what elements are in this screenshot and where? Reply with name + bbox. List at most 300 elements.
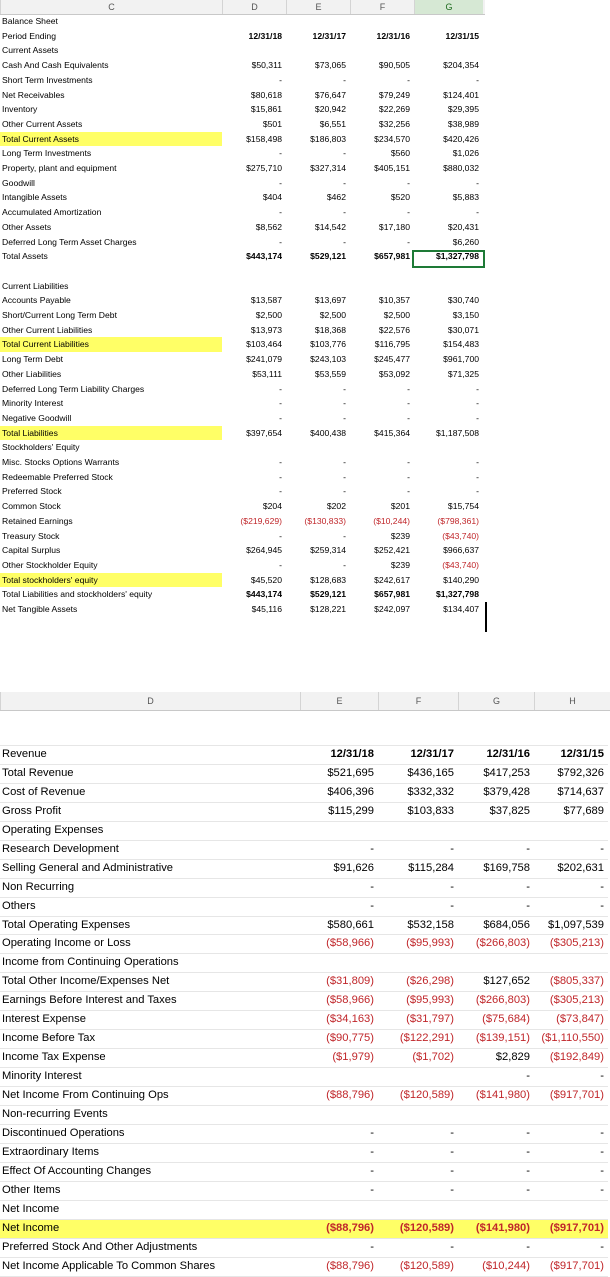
value-cell[interactable]: $6,260 <box>452 236 479 247</box>
value-cell[interactable]: - <box>279 207 282 218</box>
row-label[interactable]: Income from Continuing Operations <box>0 954 300 973</box>
value-cell[interactable]: ($75,684) <box>458 1011 534 1030</box>
row-label[interactable]: Operating Income or Loss <box>0 935 300 954</box>
value-cell[interactable]: ($141,980) <box>458 1219 534 1238</box>
value-cell[interactable]: $53,111 <box>252 368 282 379</box>
value-cell[interactable]: ($10,244) <box>458 1257 534 1276</box>
value-cell[interactable]: $53,092 <box>378 368 410 379</box>
value-cell[interactable]: - <box>534 840 608 859</box>
value-cell[interactable]: - <box>476 412 479 423</box>
value-cell[interactable]: - <box>534 1125 608 1144</box>
value-cell[interactable]: $15,861 <box>250 104 282 115</box>
value-cell[interactable] <box>350 440 414 455</box>
value-cell[interactable]: $22,269 <box>378 104 410 115</box>
value-cell[interactable]: $17,180 <box>378 221 410 232</box>
value-cell[interactable]: $961,700 <box>443 354 479 365</box>
value-cell[interactable]: - <box>458 1181 534 1200</box>
column-header-f[interactable]: F <box>350 0 414 14</box>
value-cell[interactable]: ($31,809) <box>300 973 378 992</box>
value-cell[interactable]: $5,883 <box>452 192 479 203</box>
value-cell[interactable]: ($88,796) <box>300 1219 378 1238</box>
value-cell[interactable]: $91,626 <box>300 859 378 878</box>
value-cell[interactable] <box>286 264 350 279</box>
value-cell[interactable]: $20,431 <box>447 221 479 232</box>
value-cell[interactable]: - <box>300 897 378 916</box>
value-cell[interactable]: - <box>378 1238 458 1257</box>
value-cell[interactable]: ($58,966) <box>300 935 378 954</box>
column-header-g[interactable]: G <box>414 0 483 14</box>
value-cell[interactable]: $275,710 <box>246 163 282 174</box>
value-cell[interactable] <box>350 43 414 58</box>
value-cell[interactable]: $259,314 <box>310 545 346 556</box>
value-cell[interactable]: $32,256 <box>378 118 410 129</box>
value-cell[interactable]: ($58,966) <box>300 992 378 1011</box>
value-cell[interactable]: $406,396 <box>300 783 378 802</box>
value-cell[interactable]: $420,426 <box>443 133 479 144</box>
value-cell[interactable] <box>300 727 378 745</box>
value-cell[interactable]: - <box>476 74 479 85</box>
value-cell[interactable] <box>286 279 350 294</box>
row-label[interactable]: Operating Expenses <box>0 821 300 840</box>
value-cell[interactable]: - <box>300 1238 378 1257</box>
value-cell[interactable]: - <box>300 1181 378 1200</box>
value-cell[interactable]: $417,253 <box>458 764 534 783</box>
row-label[interactable]: Capital Surplus <box>2 545 61 556</box>
value-cell[interactable]: $1,097,539 <box>534 916 608 935</box>
row-label[interactable]: Total stockholders' equity <box>0 573 222 588</box>
value-cell[interactable]: $169,758 <box>458 859 534 878</box>
value-cell[interactable]: - <box>534 1238 608 1257</box>
value-cell[interactable]: $116,795 <box>374 339 410 350</box>
value-cell[interactable]: $45,116 <box>251 604 282 615</box>
value-cell[interactable]: - <box>407 471 410 482</box>
value-cell[interactable] <box>286 440 350 455</box>
value-cell[interactable]: - <box>279 412 282 423</box>
value-cell[interactable]: $966,637 <box>443 545 479 556</box>
value-cell[interactable]: $436,165 <box>378 764 458 783</box>
value-cell[interactable]: ($120,589) <box>378 1087 458 1106</box>
value-cell[interactable]: $204,354 <box>443 60 479 71</box>
row-label[interactable]: Cost of Revenue <box>0 783 300 802</box>
value-cell[interactable]: $714,637 <box>534 783 608 802</box>
row-label[interactable] <box>0 727 300 745</box>
value-cell[interactable]: - <box>300 1143 378 1162</box>
value-cell[interactable] <box>300 1068 378 1087</box>
value-cell[interactable]: $127,652 <box>458 973 534 992</box>
value-cell[interactable] <box>378 1068 458 1087</box>
value-cell[interactable]: ($917,701) <box>534 1219 608 1238</box>
value-cell[interactable]: 12/31/18 <box>300 745 378 764</box>
value-cell[interactable]: $154,483 <box>443 339 479 350</box>
row-label[interactable]: Negative Goodwill <box>2 412 72 423</box>
value-cell[interactable]: - <box>279 530 282 541</box>
value-cell[interactable]: $14,542 <box>314 221 346 232</box>
row-label[interactable]: Other Liabilities <box>2 368 62 379</box>
value-cell[interactable]: - <box>343 560 346 570</box>
row-label[interactable]: Non-recurring Events <box>0 1106 300 1125</box>
row-label[interactable]: Preferred Stock <box>2 486 62 497</box>
value-cell[interactable]: $529,121 <box>310 251 346 262</box>
value-cell[interactable]: - <box>279 177 282 188</box>
value-cell[interactable]: - <box>458 1162 534 1181</box>
row-label[interactable]: Minority Interest <box>2 398 64 409</box>
value-cell[interactable]: ($10,244) <box>373 515 410 526</box>
value-cell[interactable]: $128,683 <box>310 574 346 585</box>
value-cell[interactable]: ($95,993) <box>378 935 458 954</box>
value-cell[interactable]: $115,299 <box>300 802 378 821</box>
value-cell[interactable]: 12/31/17 <box>312 30 346 41</box>
row-label[interactable]: Short Term Investments <box>2 74 93 85</box>
row-label[interactable]: Total Current Assets <box>0 132 222 147</box>
value-cell[interactable]: $239 <box>390 530 410 541</box>
value-cell[interactable]: $560 <box>390 148 410 159</box>
row-label[interactable]: Redeemable Preferred Stock <box>2 471 113 482</box>
value-cell[interactable]: $30,740 <box>447 295 479 306</box>
value-cell[interactable]: ($917,701) <box>534 1257 608 1276</box>
value-cell[interactable]: $18,368 <box>314 324 346 335</box>
value-cell[interactable] <box>378 727 458 745</box>
column-header-d[interactable]: D <box>222 0 286 14</box>
row-label[interactable]: Inventory <box>2 104 38 115</box>
row-label[interactable]: Period Ending <box>2 30 56 41</box>
value-cell[interactable]: ($917,701) <box>534 1087 608 1106</box>
value-cell[interactable]: $241,079 <box>246 354 282 365</box>
row-label[interactable]: Interest Expense <box>0 1011 300 1030</box>
value-cell[interactable]: $880,032 <box>443 163 479 174</box>
value-cell[interactable]: - <box>279 471 282 482</box>
row-label[interactable]: Stockholders' Equity <box>2 442 80 453</box>
value-cell[interactable]: 12/31/18 <box>248 30 282 41</box>
value-cell[interactable] <box>378 1106 458 1125</box>
value-cell[interactable]: ($120,589) <box>378 1257 458 1276</box>
value-cell[interactable]: $404 <box>262 192 282 203</box>
value-cell[interactable] <box>350 279 414 294</box>
row-label[interactable]: Selling General and Administrative <box>0 859 300 878</box>
value-cell[interactable]: $73,065 <box>314 60 346 71</box>
value-cell[interactable]: $243,103 <box>310 354 346 365</box>
value-cell[interactable]: - <box>343 236 346 247</box>
value-cell[interactable]: $103,776 <box>310 339 346 350</box>
value-cell[interactable]: $242,097 <box>374 604 410 615</box>
value-cell[interactable]: ($120,589) <box>378 1219 458 1238</box>
row-label[interactable]: Other Items <box>0 1181 300 1200</box>
row-label[interactable]: Net Income <box>0 1200 300 1219</box>
row-label[interactable]: Other Stockholder Equity <box>2 560 98 570</box>
value-cell[interactable]: - <box>279 383 282 394</box>
value-cell[interactable]: - <box>458 1238 534 1257</box>
row-label[interactable]: Total Liabilities <box>0 426 222 441</box>
value-cell[interactable]: $204 <box>262 501 282 512</box>
value-cell[interactable]: $532,158 <box>378 916 458 935</box>
value-cell[interactable] <box>222 14 286 29</box>
value-cell[interactable]: $103,464 <box>246 339 282 350</box>
value-cell[interactable]: $239 <box>390 560 410 570</box>
row-label[interactable]: Extraordinary Items <box>0 1143 300 1162</box>
value-cell[interactable]: $2,500 <box>255 310 282 321</box>
value-cell[interactable]: - <box>458 1143 534 1162</box>
value-cell[interactable]: - <box>378 1181 458 1200</box>
value-cell[interactable]: $792,326 <box>534 764 608 783</box>
value-cell[interactable]: - <box>407 236 410 247</box>
value-cell[interactable] <box>378 954 458 973</box>
value-cell[interactable]: $202 <box>326 501 346 512</box>
value-cell[interactable]: - <box>343 74 346 85</box>
value-cell[interactable]: - <box>476 471 479 482</box>
value-cell[interactable]: $1,327,798 <box>435 589 479 600</box>
row-label[interactable]: Minority Interest <box>0 1068 300 1087</box>
row-label[interactable]: Net Income <box>0 1219 300 1238</box>
selected-cell[interactable] <box>412 250 485 268</box>
row-label[interactable]: Revenue <box>0 745 300 764</box>
value-cell[interactable]: - <box>343 530 346 541</box>
row-label[interactable]: Income Tax Expense <box>0 1049 300 1068</box>
value-cell[interactable] <box>414 14 483 29</box>
value-cell[interactable]: - <box>534 897 608 916</box>
value-cell[interactable]: $529,121 <box>310 589 346 600</box>
value-cell[interactable] <box>300 1200 378 1219</box>
value-cell[interactable]: - <box>343 148 346 159</box>
value-cell[interactable]: $8,562 <box>255 221 282 232</box>
value-cell[interactable] <box>458 821 534 840</box>
row-label[interactable]: Property, plant and equipment <box>2 163 117 174</box>
value-cell[interactable] <box>286 43 350 58</box>
value-cell[interactable]: $462 <box>326 192 346 203</box>
value-cell[interactable]: - <box>300 840 378 859</box>
row-label[interactable]: Preferred Stock And Other Adjustments <box>0 1238 300 1257</box>
value-cell[interactable]: - <box>407 74 410 85</box>
value-cell[interactable]: ($141,980) <box>458 1087 534 1106</box>
row-label[interactable]: Total Operating Expenses <box>0 916 300 935</box>
value-cell[interactable]: ($95,993) <box>378 992 458 1011</box>
value-cell[interactable]: ($31,797) <box>378 1011 458 1030</box>
row-label[interactable]: Current Liabilities <box>2 280 69 291</box>
value-cell[interactable]: $22,576 <box>378 324 410 335</box>
value-cell[interactable]: $38,989 <box>447 118 479 129</box>
value-cell[interactable]: - <box>476 486 479 497</box>
value-cell[interactable]: $90,505 <box>378 60 410 71</box>
value-cell[interactable] <box>378 1200 458 1219</box>
value-cell[interactable]: $71,325 <box>447 368 479 379</box>
value-cell[interactable]: $379,428 <box>458 783 534 802</box>
value-cell[interactable]: $1,026 <box>452 148 479 159</box>
column-header-h[interactable]: H <box>534 692 610 710</box>
value-cell[interactable]: $15,754 <box>447 501 479 512</box>
value-cell[interactable]: - <box>343 398 346 409</box>
value-cell[interactable]: ($192,849) <box>534 1049 608 1068</box>
value-cell[interactable]: - <box>343 486 346 497</box>
value-cell[interactable]: $501 <box>262 118 282 129</box>
value-cell[interactable]: ($1,702) <box>378 1049 458 1068</box>
value-cell[interactable]: - <box>343 412 346 423</box>
value-cell[interactable]: - <box>407 398 410 409</box>
value-cell[interactable]: 12/31/16 <box>376 30 410 41</box>
value-cell[interactable] <box>222 440 286 455</box>
row-label[interactable]: Net Income From Continuing Ops <box>0 1087 300 1106</box>
value-cell[interactable]: - <box>300 878 378 897</box>
value-cell[interactable]: - <box>279 236 282 247</box>
value-cell[interactable]: ($139,151) <box>458 1030 534 1049</box>
value-cell[interactable]: - <box>279 148 282 159</box>
value-cell[interactable]: $657,981 <box>374 589 410 600</box>
value-cell[interactable] <box>222 279 286 294</box>
value-cell[interactable]: $53,559 <box>314 368 346 379</box>
value-cell[interactable] <box>458 1200 534 1219</box>
value-cell[interactable] <box>534 1106 608 1125</box>
value-cell[interactable]: - <box>407 457 410 468</box>
value-cell[interactable] <box>222 43 286 58</box>
value-cell[interactable]: ($90,775) <box>300 1030 378 1049</box>
row-label[interactable]: Deferred Long Term Liability Charges <box>2 383 145 394</box>
value-cell[interactable]: $234,570 <box>374 133 410 144</box>
row-label[interactable]: Total Assets <box>2 251 48 262</box>
value-cell[interactable]: - <box>378 878 458 897</box>
value-cell[interactable]: $443,174 <box>246 589 282 600</box>
value-cell[interactable]: $37,825 <box>458 802 534 821</box>
value-cell[interactable]: $50,311 <box>251 60 282 71</box>
value-cell[interactable]: - <box>343 207 346 218</box>
value-cell[interactable] <box>300 1106 378 1125</box>
row-label[interactable]: Income Before Tax <box>0 1030 300 1049</box>
value-cell[interactable]: $128,221 <box>310 604 346 615</box>
value-cell[interactable]: - <box>378 1125 458 1144</box>
value-cell[interactable]: $2,500 <box>383 310 410 321</box>
row-label[interactable]: Discontinued Operations <box>0 1125 300 1144</box>
row-label[interactable]: Retained Earnings <box>2 515 73 526</box>
value-cell[interactable]: $80,618 <box>250 89 282 100</box>
value-cell[interactable]: ($219,629) <box>240 515 282 526</box>
value-cell[interactable]: $405,151 <box>374 163 410 174</box>
value-cell[interactable]: ($805,337) <box>534 973 608 992</box>
value-cell[interactable] <box>534 1200 608 1219</box>
value-cell[interactable]: $10,357 <box>378 295 410 306</box>
row-label[interactable]: Effect Of Accounting Changes <box>0 1162 300 1181</box>
value-cell[interactable]: - <box>476 207 479 218</box>
row-label[interactable]: Net Receivables <box>2 89 65 100</box>
row-label[interactable]: Long Term Debt <box>2 354 63 365</box>
value-cell[interactable]: - <box>476 398 479 409</box>
row-label[interactable]: Non Recurring <box>0 878 300 897</box>
value-cell[interactable]: $6,551 <box>319 118 346 129</box>
value-cell[interactable]: $684,056 <box>458 916 534 935</box>
value-cell[interactable]: $521,695 <box>300 764 378 783</box>
value-cell[interactable] <box>350 264 414 279</box>
row-label[interactable]: Net Income Applicable To Common Shares <box>0 1257 300 1276</box>
value-cell[interactable]: - <box>343 457 346 468</box>
row-label[interactable]: Current Assets <box>2 45 59 56</box>
value-cell[interactable]: - <box>378 897 458 916</box>
value-cell[interactable]: 12/31/15 <box>445 30 479 41</box>
value-cell[interactable]: $140,290 <box>443 574 479 585</box>
row-label[interactable]: Research Development <box>0 840 300 859</box>
value-cell[interactable]: - <box>407 207 410 218</box>
value-cell[interactable]: $186,803 <box>310 133 346 144</box>
value-cell[interactable]: - <box>458 1068 534 1087</box>
value-cell[interactable]: $115,284 <box>378 859 458 878</box>
value-cell[interactable]: $77,689 <box>534 802 608 821</box>
value-cell[interactable]: ($266,803) <box>458 935 534 954</box>
value-cell[interactable]: 12/31/16 <box>458 745 534 764</box>
value-cell[interactable] <box>414 43 483 58</box>
row-label[interactable]: Other Assets <box>2 221 52 232</box>
value-cell[interactable]: $45,520 <box>250 574 282 585</box>
value-cell[interactable]: $134,407 <box>443 604 479 615</box>
row-label[interactable]: Balance Sheet <box>2 16 58 26</box>
row-label[interactable]: Net Tangible Assets <box>2 604 78 615</box>
row-label[interactable]: Long Term Investments <box>2 148 92 159</box>
value-cell[interactable]: $202,631 <box>534 859 608 878</box>
value-cell[interactable]: - <box>407 412 410 423</box>
row-label[interactable]: Earnings Before Interest and Taxes <box>0 992 300 1011</box>
value-cell[interactable]: - <box>407 383 410 394</box>
value-cell[interactable]: - <box>378 840 458 859</box>
value-cell[interactable]: $443,174 <box>246 251 282 262</box>
row-label[interactable]: Other Current Assets <box>2 118 83 129</box>
value-cell[interactable]: $124,401 <box>443 89 479 100</box>
value-cell[interactable]: 12/31/15 <box>534 745 608 764</box>
value-cell[interactable]: 12/31/17 <box>378 745 458 764</box>
value-cell[interactable]: $13,587 <box>250 295 282 306</box>
value-cell[interactable]: $1,187,508 <box>435 427 479 438</box>
value-cell[interactable]: $2,829 <box>458 1049 534 1068</box>
value-cell[interactable]: ($88,796) <box>300 1257 378 1276</box>
value-cell[interactable]: - <box>378 1162 458 1181</box>
value-cell[interactable] <box>458 1106 534 1125</box>
value-cell[interactable]: $76,647 <box>314 89 346 100</box>
value-cell[interactable]: - <box>458 878 534 897</box>
value-cell[interactable] <box>300 954 378 973</box>
row-label[interactable]: Gross Profit <box>0 802 300 821</box>
value-cell[interactable]: $1,327,798 <box>435 251 479 262</box>
value-cell[interactable]: ($122,291) <box>378 1030 458 1049</box>
value-cell[interactable]: ($88,796) <box>300 1087 378 1106</box>
value-cell[interactable]: $79,249 <box>378 89 410 100</box>
value-cell[interactable]: - <box>476 177 479 188</box>
value-cell[interactable]: ($305,213) <box>534 992 608 1011</box>
value-cell[interactable]: - <box>279 74 282 85</box>
value-cell[interactable]: $332,332 <box>378 783 458 802</box>
value-cell[interactable]: ($1,979) <box>300 1049 378 1068</box>
value-cell[interactable]: ($43,740) <box>442 560 479 570</box>
value-cell[interactable]: ($266,803) <box>458 992 534 1011</box>
value-cell[interactable]: $3,150 <box>452 310 479 321</box>
row-label[interactable]: Misc. Stocks Options Warrants <box>2 457 120 468</box>
value-cell[interactable]: - <box>378 1143 458 1162</box>
value-cell[interactable]: - <box>534 1162 608 1181</box>
value-cell[interactable]: - <box>279 398 282 409</box>
value-cell[interactable]: - <box>476 457 479 468</box>
row-label[interactable]: Total Other Income/Expenses Net <box>0 973 300 992</box>
value-cell[interactable]: $30,071 <box>447 324 479 335</box>
value-cell[interactable]: - <box>300 1162 378 1181</box>
value-cell[interactable]: $201 <box>390 501 410 512</box>
value-cell[interactable] <box>534 727 608 745</box>
value-cell[interactable]: - <box>300 1125 378 1144</box>
value-cell[interactable]: ($73,847) <box>534 1011 608 1030</box>
value-cell[interactable]: - <box>407 486 410 497</box>
row-label[interactable]: Deferred Long Term Asset Charges <box>2 236 137 247</box>
value-cell[interactable]: - <box>534 1068 608 1087</box>
row-label[interactable]: Total Current Liabilities <box>0 337 222 352</box>
value-cell[interactable]: - <box>476 383 479 394</box>
value-cell[interactable]: ($43,740) <box>442 530 479 541</box>
row-label[interactable]: Treasury Stock <box>2 530 60 541</box>
value-cell[interactable] <box>534 821 608 840</box>
value-cell[interactable]: $13,973 <box>250 324 282 335</box>
value-cell[interactable] <box>300 821 378 840</box>
value-cell[interactable]: ($130,833) <box>304 515 346 526</box>
row-label[interactable]: Accounts Payable <box>2 295 71 306</box>
value-cell[interactable]: $657,981 <box>374 251 410 262</box>
